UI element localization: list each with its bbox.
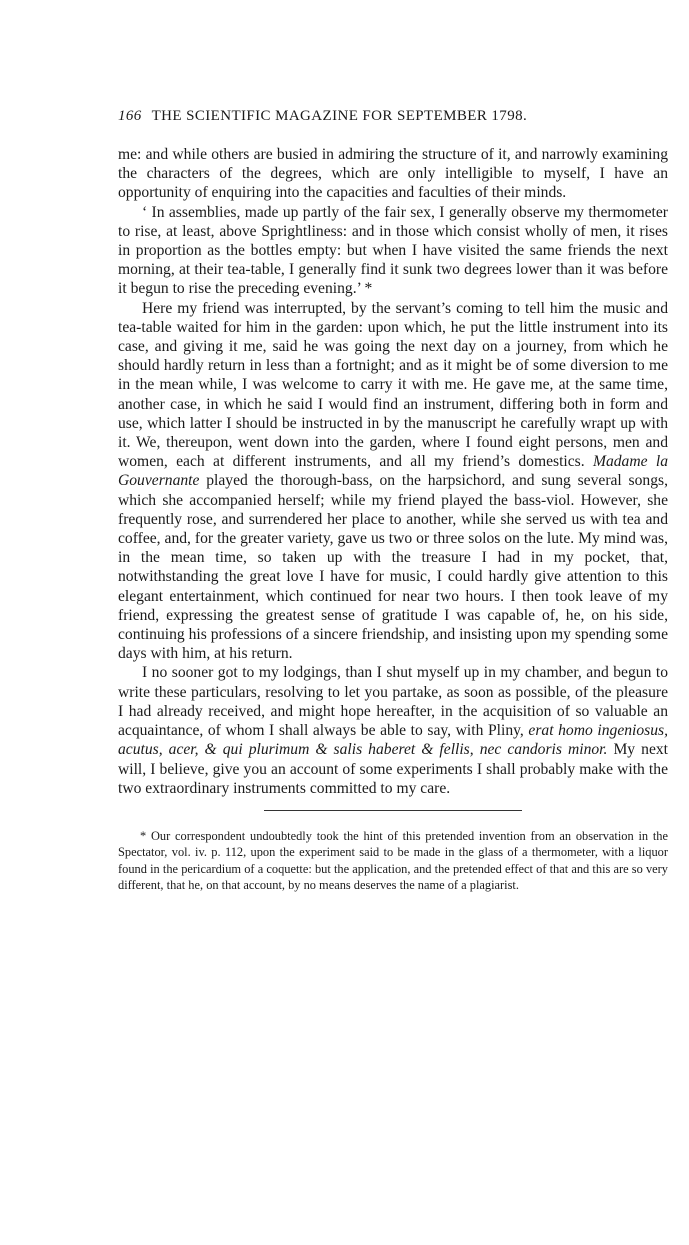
running-head: [118, 108, 668, 125]
paragraph-3-text-b: played the thorough-bass, on the harpsichord, and sung several songs, which she accompanied herself; while my friend played the bass-viol. However, she frequently rose, and surrendered her place to another, while she served us with tea and coffee, and, for the greater variety, gave us two or three solos on the lute. My mind was, in the mean time, so taken up with the treasure I had in my pocket, that, notwithstanding the great love I have for music, I could hardly give attention to this elegant entertainment, which continued for near two hours. I then took leave of my friend, expressing the greatest sense of gratitude I was capable of, he, on his side, continuing his professions of a sincere friendship, and insisting upon my spending some days with him, at his return.: [118, 472, 668, 663]
page-number: 166: [118, 108, 142, 124]
paragraph-4-text-b: My next will, I believe, give you an account of some experiments I shall probably make with the two extraordinary instruments committed to my care.: [118, 741, 668, 797]
paragraph-3: [118, 299, 668, 664]
footnote-divider: [264, 810, 522, 811]
paragraph-2: ‘ In assemblies, made up partly of the fair sex, I generally observe my thermometer to rise, at least, above Sprightliness: and in those which consist wholly of men, it rises in proportion as the bottles empty: but when I have visited the same friends the next morning, at their tea-table, I generally find it sunk two degrees lower than it was before it begun to rise the preceding evening.’ *: [118, 203, 668, 298]
paragraph-1: me: and while others are busied in admiring the structure of it, and narrowly examining the characters of the degrees, which are only intelligible to myself, I have an opportunity of enquiring into the capacities and faculties of their minds.: [118, 146, 668, 202]
paragraph-3-italic: Madame la Gouvernante: [118, 453, 668, 490]
paragraph-4-latin-quote: erat homo ingeniosus, acutus, acer, & qui plurimum & salis haberet & fellis, nec candoris minor.: [118, 722, 668, 759]
body-text: [118, 145, 668, 798]
paragraph-4: [118, 663, 668, 797]
paragraph-3-text-a: Here my friend was interrupted, by the servant’s coming to tell him the music and tea-table waited for him in the garden: upon which, he put the little instrument into its case, and giving it me, said he was going the next day on a journey, from which he should hardly return in less than a fortnight; and as it might be of some diversion to me in the mean while, I was welcome to carry it with me. He gave me, at the same time, another case, in which he said I would find an instrument, differing both in form and use, which latter I should be instructed in by the manuscript he carefully wrapt up with it. We, thereupon, went down into the garden, where I found eight persons, men and women, each at different instruments, and all my friend’s domestics.: [118, 299, 668, 471]
paragraph-4-text-a: I no sooner got to my lodgings, than I shut myself up in my chamber, and begun to write these particulars, resolving to let you partake, as soon as possible, of the pleasure I had already received, and might hope hereafter, in the acquisition of so valuable an acquaintance, of whom I shall always be able to say, with Pliny,: [118, 664, 668, 740]
footnote: * Our correspondent undoubtedly took the hint of this pretended invention from an observation in the Spectator, vol. iv. p. 112, upon the experiment said to be made in the glass of a thermometer, with a liquor found in the pericardium of a coquette: but the application, and the pretended effect of that and this are so very different, that he, on that account, by no means deserves the name of a plagiarist.: [118, 828, 668, 893]
page-title: THE SCIENTIFIC MAGAZINE FOR SEPTEMBER 1798.: [151, 108, 528, 124]
page: [118, 108, 668, 894]
